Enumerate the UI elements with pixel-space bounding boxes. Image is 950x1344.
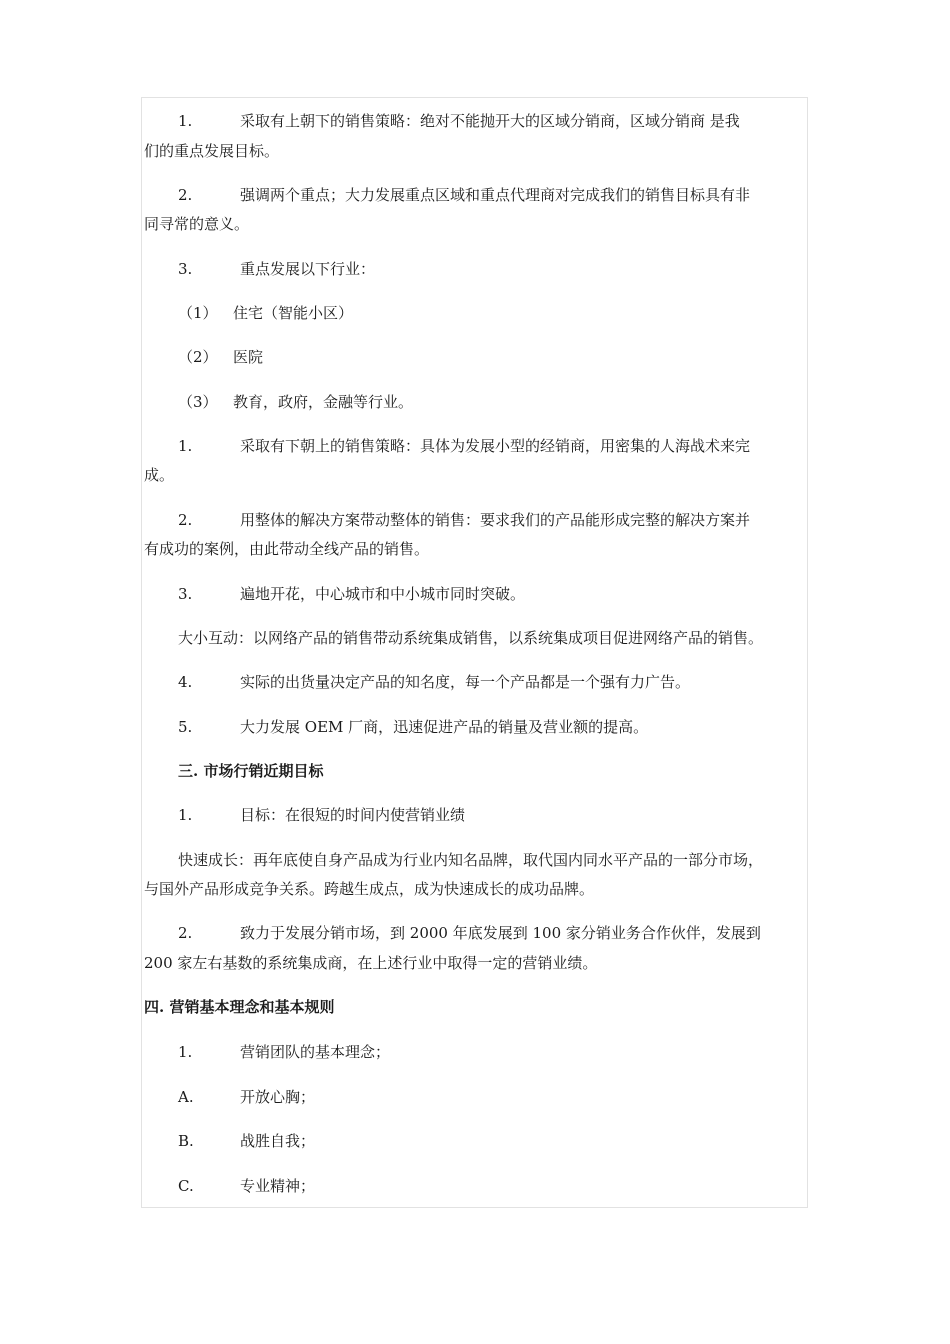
paragraph-text: 战胜自我； bbox=[240, 1132, 316, 1150]
paragraph-text: 大小互动：以网络产品的销售带动系统集成销售，以系统集成项目促进网络产品的销售。 bbox=[178, 629, 764, 647]
item-number: 2. bbox=[178, 186, 193, 204]
letter-item: B. bbox=[178, 1132, 194, 1150]
paragraph-text: 采取有上朝下的销售策略：绝对不能抛开大的区域分销商，区域分销商 是我 bbox=[240, 112, 740, 130]
letter-item: C. bbox=[178, 1177, 194, 1195]
paragraph-text: 实际的出货量决定产品的知名度，每一个产品都是一个强有力广告。 bbox=[240, 673, 691, 691]
paragraph-text: 重点发展以下行业： bbox=[240, 260, 376, 278]
paragraph-text: 快速成长：再年底使自身产品成为行业内知名品牌，取代国内同水平产品的一部分市场， bbox=[178, 851, 764, 869]
sub-item-text: 医院 bbox=[233, 348, 264, 366]
sub-item-text: 住宅（智能小区） bbox=[233, 304, 354, 322]
letter-item: A. bbox=[178, 1088, 194, 1106]
paragraph-continuation: 有成功的案例，由此带动全线产品的销售。 bbox=[144, 540, 430, 558]
sub-item-number: （1） bbox=[178, 304, 218, 322]
item-number: 3. bbox=[178, 260, 193, 278]
paragraph-text: 营销团队的基本理念； bbox=[240, 1043, 391, 1061]
paragraph-continuation: 成。 bbox=[144, 466, 175, 484]
paragraph-text: 开放心胸； bbox=[240, 1088, 316, 1106]
sub-item-number: （2） bbox=[178, 348, 218, 366]
paragraph-text: 用整体的解决方案带动整体的销售：要求我们的产品能形成完整的解决方案并 bbox=[240, 511, 751, 529]
paragraph-text: 遍地开花，中心城市和中小城市同时突破。 bbox=[240, 585, 526, 603]
paragraph-text: 采取有下朝上的销售策略：具体为发展小型的经销商，用密集的人海战术来完 bbox=[240, 437, 751, 455]
paragraph-text: 目标：在很短的时间内使营销业绩 bbox=[240, 806, 466, 824]
paragraph-continuation: 们的重点发展目标。 bbox=[144, 142, 280, 160]
item-number: 1. bbox=[178, 437, 193, 455]
sub-item-text: 教育，政府，金融等行业。 bbox=[233, 393, 414, 411]
paragraph-continuation: 与国外产品形成竞争关系。跨越生成点，成为快速成长的成功品牌。 bbox=[144, 880, 595, 898]
paragraph-continuation: 200 家左右基数的系统集成商，在上述行业中取得一定的营销业绩。 bbox=[144, 954, 598, 972]
item-number: 2. bbox=[178, 924, 193, 942]
item-number: 3. bbox=[178, 585, 193, 603]
item-number: 1. bbox=[178, 112, 193, 130]
paragraph-text: 强调两个重点；大力发展重点区域和重点代理商对完成我们的销售目标具有非 bbox=[240, 186, 751, 204]
paragraph-continuation: 同寻常的意义。 bbox=[144, 215, 250, 233]
sub-item-number: （3） bbox=[178, 393, 218, 411]
item-number: 1. bbox=[178, 1043, 193, 1061]
item-number: 2. bbox=[178, 511, 193, 529]
item-number: 1. bbox=[178, 806, 193, 824]
paragraph-text: 专业精神； bbox=[240, 1177, 316, 1195]
paragraph-text: 致力于发展分销市场，到 2000 年底发展到 100 家分销业务合作伙伴，发展到 bbox=[240, 924, 761, 942]
section-heading: 四. 营销基本理念和基本规则 bbox=[144, 998, 335, 1016]
item-number: 5. bbox=[178, 718, 193, 736]
item-number: 4. bbox=[178, 673, 193, 691]
paragraph-text: 大力发展 OEM 厂商，迅速促进产品的销量及营业额的提高。 bbox=[240, 718, 649, 736]
section-heading: 三. 市场行销近期目标 bbox=[178, 762, 324, 780]
